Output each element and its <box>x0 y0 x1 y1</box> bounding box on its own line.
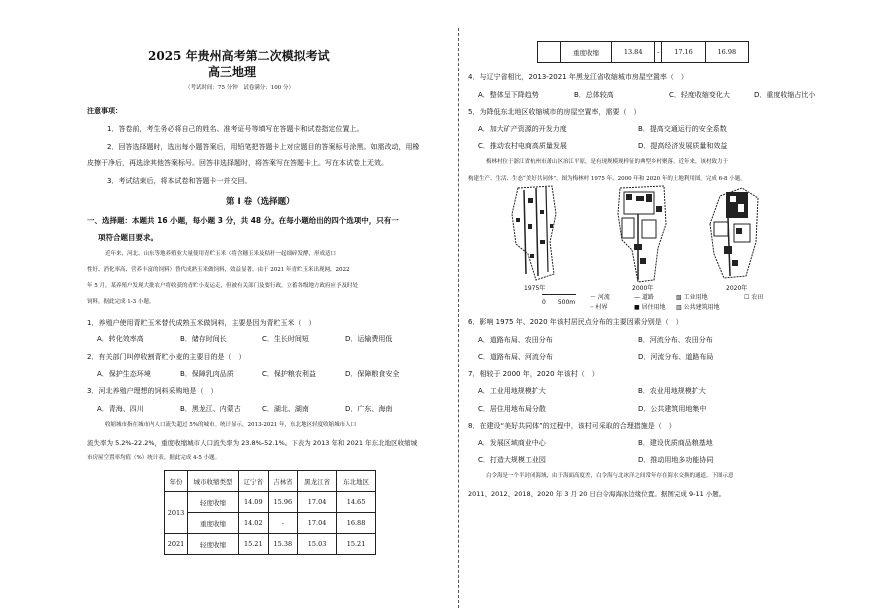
section-instruction: 一、选择题：本题共 16 小题，每小题 3 分，共 48 分。在每小题给出的四个选项中，只有一 <box>87 216 399 225</box>
question-stem: 5．为降低东北地区收缩城市的房屋空置率，需要（ ） <box>468 108 641 116</box>
option: C．生长时间短 <box>262 335 309 343</box>
passage-line: 市房屋空置率均值（%）统计表。据此完成 4-5 小题。 <box>87 455 221 461</box>
passage-line: 饲料，据此完成 1-3 小题。 <box>87 299 155 305</box>
residential-land-symbol: ■ <box>634 304 642 311</box>
passage-line: 梅林村位于浙江省杭州市萧山区治江平原，是有现规模现样征的典型乡村聚落。近年来，该村致力于 <box>486 159 729 165</box>
village-boundary-symbol: ┈ <box>590 304 596 311</box>
passage-line: 性好、消化率高、营养丰富的饲料）替代成熟玉米做饲料，效益显著。由于 2021 年青贮玉米出现网，2022 <box>87 267 350 273</box>
table-cell: 16.98 <box>705 42 748 63</box>
table-cell-year: 2021 <box>165 534 188 555</box>
notes-heading: 注意事项： <box>87 107 122 115</box>
public-building-symbol: ▥ <box>676 304 684 311</box>
option: A．保护生态环境 <box>97 370 151 378</box>
map-year-label: 2020年 <box>726 285 748 292</box>
table-cell: 13.84 <box>612 42 655 63</box>
table-cell: 14.09 <box>239 492 269 513</box>
option: C．道路布局、河流分布 <box>478 353 553 361</box>
map-year-label: 2000年 <box>632 285 654 292</box>
table-cell: 17.04 <box>298 513 337 534</box>
table-cell-type: 重度收缩 <box>561 42 612 63</box>
option: B．总体较高 <box>574 91 614 99</box>
passage-line: 构建生产、生活、生态“美好共同体”。图为梅林村 1975 年、2000 年和 2020 年的土地利用图。完成 6-8 小题。 <box>468 176 746 182</box>
note-item: 3．考试结束后，将本试卷和答题卡一并交回。 <box>107 177 252 185</box>
table-cell: 14.02 <box>239 513 269 534</box>
land-use-map-2020 <box>706 184 761 284</box>
option: C．打造大规模工业园 <box>478 456 546 464</box>
option: B．农业用地规模扩大 <box>638 387 706 395</box>
legend-item: ～ 河流 <box>590 294 610 301</box>
table-cell: 15.21 <box>239 534 269 555</box>
legend-item: ☐ 农田 <box>744 294 764 301</box>
legend-item: ▧ 工业用地 <box>676 294 708 301</box>
table-cell: 15.38 <box>268 534 298 555</box>
note-item: 1．答卷前，考生务必将自己的姓名、准考证号等填写在答题卡和试卷指定位置上。 <box>107 125 364 133</box>
vacancy-rate-table-continued <box>537 41 749 63</box>
option: A．转化效率高 <box>97 335 144 343</box>
question-stem: 1．养殖户使用青贮玉米替代成熟玉米做饲料，主要是因为青贮玉米（ ） <box>87 319 316 327</box>
option: A．道路布局、农田分布 <box>478 336 553 344</box>
question-stem: 4．与辽宁省相比，2013-2021 年黑龙江省收缩城市房屋空置率（ ） <box>468 73 688 81</box>
question-stem: 2．有关部门叫停收割青贮小麦的主要目的是（ ） <box>87 353 246 361</box>
option: D．重度收缩占比小 <box>754 91 816 99</box>
table-header-cell: 吉林省 <box>268 471 298 492</box>
table-cell-year: 2013 <box>165 492 188 534</box>
table-cell-type: 轻度收缩 <box>188 492 239 513</box>
option: B．提高交通运行的安全系数 <box>638 125 727 133</box>
question-stem: 3．河北养殖户理想的饲料采购地是（ ） <box>87 387 218 395</box>
table-row <box>165 492 376 513</box>
table-header-cell: 辽宁省 <box>239 471 269 492</box>
option: C．保护粮农利益 <box>262 370 316 378</box>
scale-bar <box>542 294 576 295</box>
option: C．推动农村电商高质量发展 <box>478 142 567 150</box>
passage-line: 近年来，河北、山东等地养殖业大量使用青贮玉米（将含穗玉米及秸秆一起细碎发酵，形成适口 <box>105 251 337 257</box>
table-cell: 15.96 <box>268 492 298 513</box>
option: B．储存时间长 <box>180 335 227 343</box>
option: B．保障乳肉品质 <box>180 370 234 378</box>
note-item: 皮擦干净后，再选涂其他答案标号。回答非选择题时，将答案写在答题卡上。写在本试卷上无效。 <box>87 159 388 167</box>
question-stem: 8．在建设“美好共同体”的过程中，该村可采取的合理措施是（ ） <box>468 422 676 430</box>
passage-line: 收缩城市指在城市内人口流失超过 5%的城市。统计显示，2013-2021 年，东北地区轻度收缩城市人口 <box>105 422 357 428</box>
option: A．整体呈下降趋势 <box>478 91 539 99</box>
option: A．加大矿产资源的开发力度 <box>478 125 567 133</box>
option: D．广东、海南 <box>345 405 393 413</box>
exam-title: 2025 年贵州高考第二次模拟考试 <box>148 49 330 63</box>
passage-line: 年 5 月，某养殖户发现大批农户将收获的青贮小麦运走，但被有关部门及要行政，立蓄各级地方政府应予及时处 <box>87 283 358 289</box>
option: A．发展区域商业中心 <box>478 439 546 447</box>
table-cell: 15.03 <box>298 534 337 555</box>
table-cell: 15.21 <box>337 534 376 555</box>
option: D．公共建筑用地集中 <box>638 405 707 413</box>
table-row <box>165 513 376 534</box>
industrial-land-symbol: ▧ <box>676 294 684 301</box>
exam-info: （考试时间：75 分钟 试卷满分：100 分） <box>185 85 294 91</box>
table-header-row <box>165 471 376 492</box>
map-year-label: 1975年 <box>524 285 546 292</box>
subject-title: 高三地理 <box>208 65 257 79</box>
passage-line: 白令海是一个半封闭海域，由于海面高度差，白令海与北冰洋之间常年存在海水交换的通道。下图示意 <box>486 473 734 479</box>
option: D．提高经济发展质量和效益 <box>638 142 728 150</box>
river-symbol: ～ <box>590 294 598 301</box>
table-cell: 17.16 <box>662 42 705 63</box>
option: D．推动用地多功能协同 <box>638 456 714 464</box>
option: D．保障粮食安全 <box>345 370 400 378</box>
section-title: 第 I 卷（选择题） <box>226 197 295 207</box>
question-stem: 6．影响 1975 年、2020 年该村居民点分布的主要因素分别是（ ） <box>468 318 683 326</box>
question-stem: 7．相较于 2000 年，2020 年该村（ ） <box>468 370 599 378</box>
passage-line: 2011、2012、2018、2020 年 3 月 20 日白令海海冰边缘位置。据图完成 9-11 小题。 <box>468 490 726 498</box>
option: D．运输费用低 <box>345 335 393 343</box>
table-header-cell: 年份 <box>165 471 188 492</box>
farmland-symbol: ☐ <box>744 294 752 301</box>
table-cell: 16.88 <box>337 513 376 534</box>
land-use-map-1975 <box>506 184 561 284</box>
option: B．建设优质商品粮基地 <box>638 439 713 447</box>
column-divider <box>458 28 459 608</box>
road-symbol: — <box>634 294 642 301</box>
table-row <box>165 534 376 555</box>
map-scale: 0 500m <box>542 299 576 306</box>
option: D．河流分布、道路布局 <box>638 353 714 361</box>
vacancy-rate-table <box>164 470 376 555</box>
table-cell-type: 轻度收缩 <box>188 534 239 555</box>
table-header-cell: 东北地区 <box>337 471 376 492</box>
option: C．湖北、湖南 <box>262 405 309 413</box>
legend-item: ▥ 公共建筑用地 <box>676 304 720 311</box>
table-cell-year <box>538 42 561 63</box>
option: B．黑龙江、内蒙古 <box>180 405 241 413</box>
table-header-cell: 黑龙江省 <box>298 471 337 492</box>
option: C．居住用地布局分散 <box>478 405 546 413</box>
option: A．工业用地规模扩大 <box>478 387 546 395</box>
table-cell: - <box>268 513 298 534</box>
table-cell: 17.04 <box>298 492 337 513</box>
table-cell: - <box>655 42 662 63</box>
option: B．河流分布、农田分布 <box>638 336 713 344</box>
option: C．轻度收缩变化大 <box>669 91 730 99</box>
table-cell: 14.65 <box>337 492 376 513</box>
table-cell-type: 重度收缩 <box>188 513 239 534</box>
right-column <box>462 0 870 615</box>
table-row <box>538 42 749 63</box>
table-header-cell: 城市收缩类型 <box>188 471 239 492</box>
note-item: 2．回答选择题时，选出每小题答案后，用铅笔把答题卡上对应题目的答案标号涂黑。如需改动，用橡 <box>107 143 420 151</box>
option: A．青海、四川 <box>97 405 144 413</box>
legend-item: — 道路 <box>634 294 654 301</box>
legend-item: ┈ 村界 <box>590 304 608 311</box>
legend-item: ■ 居住用地 <box>634 304 666 311</box>
land-use-map-2000 <box>614 184 669 284</box>
section-instruction: 项符合题目要求。 <box>98 233 158 242</box>
passage-line: 流失率为 5.2%-22.2%，重度收缩城市人口流失率为 23.8%-52.1%。下表为 2013 年和 2021 年东北地区收缩城 <box>87 439 418 447</box>
